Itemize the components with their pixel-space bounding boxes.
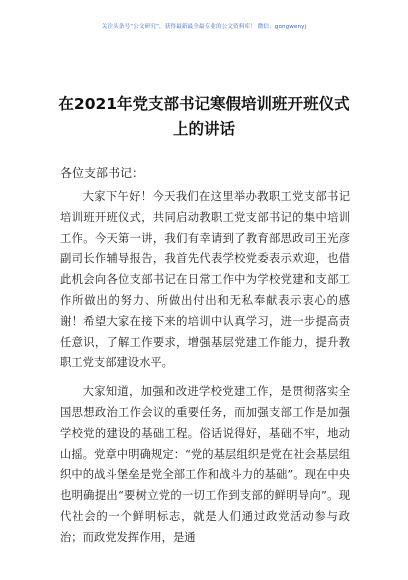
header-note: 关注头条号“公文研究”，获得最新最全最专业的公文资料库！ 微信：gongwenyj <box>101 24 307 30</box>
page-title: 在2021年党支部书记寒假培训班开班仪式上的讲话 <box>58 95 350 138</box>
salutation: 各位支部书记： <box>60 166 145 180</box>
document-body <box>60 187 350 557</box>
paragraph-1: 大家下午好！今天我们在这里举办教职工党支部书记培训班开班仪式，共同启动教职工党支部书记的集中培训工作。今天第一讲，我们有幸请到了教育部思政司王光彦副司长作辅导报告，我首先代表学校党委表示欢迎，也借此机会向各位支部书记在日常工作中为学校党建和支部工作所做出的努力、所做出付出和无私奉献表示衷心的感谢！希望大家在接下来的培训中认真学习，进一步提高责任意识，了解工作要求，增强基层党建工作能力，提升教职工党支部建设水平。 <box>60 190 350 370</box>
paragraph-2: 大家知道，加强和改进学校党建工作，是贯彻落实全国思想政治工作会议的重要任务，而加强支部工作是加强学校党的建设的基础工程。俗话说得好，基础不牢，地动山摇。党章中明确规定：“党的基层组织是党在社会基层组织中的战斗堡垒是党全部工作和战斗力的基础”。现在中央也明确提出“要树立党的一切工作到支部的鲜明导向”。现代社会的一个鲜明标志，就是人们通过政党活动参与政治；而政党发挥作用，是通 <box>60 385 350 544</box>
